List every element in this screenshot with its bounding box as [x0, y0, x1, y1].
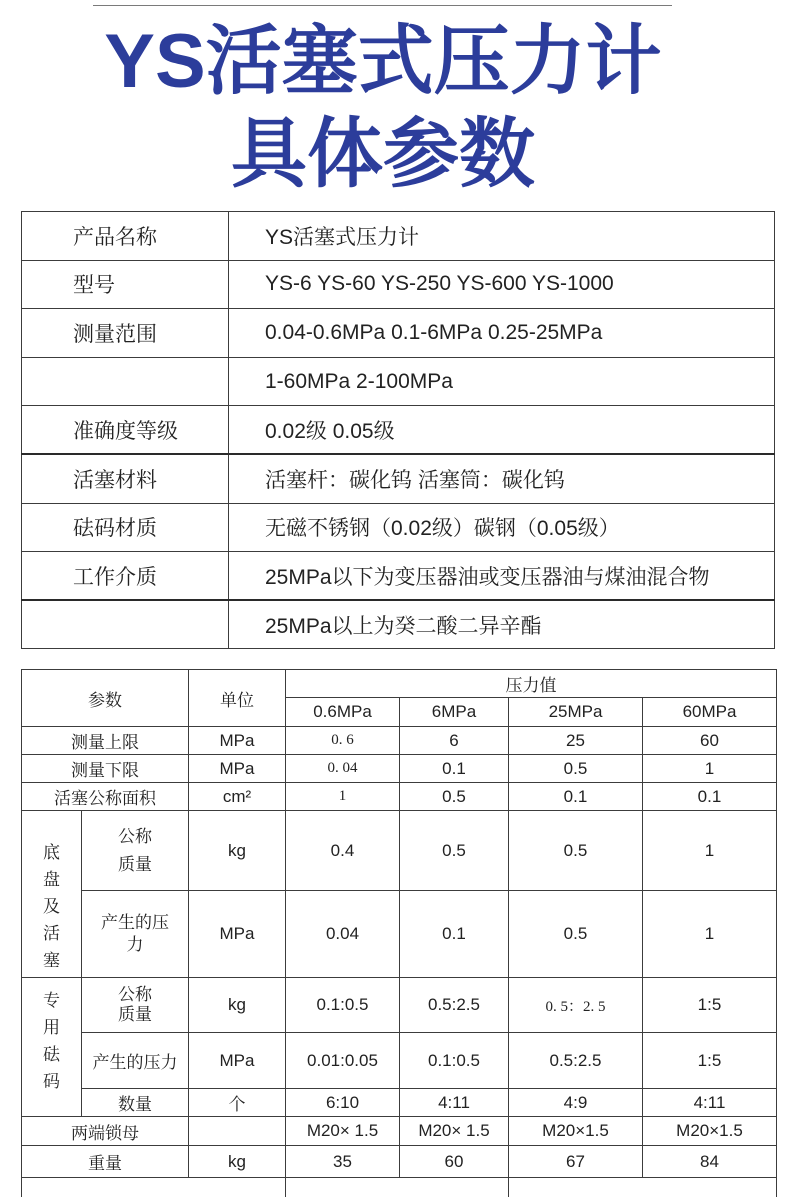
param-row-lock-nuts — [22, 1117, 777, 1146]
unit-cell: MPa — [189, 727, 286, 755]
value-cell: 1 — [643, 811, 777, 891]
value-cell: 0.1 — [643, 783, 777, 811]
range-header: 25MPa — [509, 698, 643, 727]
value-cell: 0. 5：2. 5 — [509, 978, 643, 1033]
group-label-base-and-piston — [22, 811, 82, 978]
spec-row-working-medium — [22, 552, 775, 601]
range-header: 6MPa — [400, 698, 509, 727]
unit-cell: kg — [189, 1146, 286, 1178]
param-sublabel: 产生的压 力 — [82, 891, 189, 978]
value-cell: 67 — [509, 1146, 643, 1178]
param-label: 测量下限 — [22, 755, 189, 783]
param-sublabel: 数量 — [82, 1089, 189, 1117]
value-cell: 60 — [643, 727, 777, 755]
param-label: 两端锁母 — [22, 1117, 189, 1146]
value-cell: 4:9 — [509, 1089, 643, 1117]
value-cell: 1 — [643, 891, 777, 978]
spec-row-working-medium-cont — [22, 600, 775, 649]
spec-label-model: 型号 — [22, 260, 229, 309]
spec-label-accuracy-class: 准确度等级 — [22, 406, 229, 455]
group-label-dedicated-weights — [22, 978, 82, 1117]
unit-cell: 个 — [189, 1089, 286, 1117]
param-header-pressure-value: 压力值 — [286, 670, 777, 698]
param-row-weights-generated-pressure — [22, 1033, 777, 1089]
param-label: 重量 — [22, 1146, 189, 1178]
empty-cell — [22, 1178, 286, 1197]
param-header-row — [22, 670, 777, 698]
spec-label-measuring-range: 测量范围 — [22, 309, 229, 358]
value-cell: 0.04 — [286, 891, 400, 978]
spec-row-product-name — [22, 212, 775, 261]
spec-value-piston-material: 活塞杆：碳化钨 活塞筒：碳化钨 — [229, 454, 775, 503]
value-cell: 4:11 — [643, 1089, 777, 1117]
param-header-param: 参数 — [22, 670, 189, 727]
spec-row-model — [22, 260, 775, 309]
value-cell: 4:11 — [400, 1089, 509, 1117]
value-cell: 0.5:2.5 — [509, 1033, 643, 1089]
value-cell: M20×1.5 — [509, 1117, 643, 1146]
spec-value-accuracy-class: 0.02级 0.05级 — [229, 406, 775, 455]
page-subtitle: 具体参数 — [231, 112, 535, 197]
value-cell: M20×1.5 — [643, 1117, 777, 1146]
spec-label-working-medium: 工作介质 — [22, 552, 229, 601]
spec-label-piston-material: 活塞材料 — [22, 454, 229, 503]
value-cell: 0.1 — [400, 891, 509, 978]
value-cell: 0.5 — [400, 783, 509, 811]
param-row-base-nominal-mass — [22, 811, 777, 891]
unit-cell: kg — [189, 811, 286, 891]
value-cell: 84 — [643, 1146, 777, 1178]
spec-label-empty — [22, 600, 229, 649]
spec-value-model: YS-6 YS-60 YS-250 YS-600 YS-1000 — [229, 260, 775, 309]
unit-cell: MPa — [189, 1033, 286, 1089]
spec-value-measuring-range: 0.04-0.6MPa 0.1-6MPa 0.25-25MPa — [229, 309, 775, 358]
value-cell: 1 — [643, 755, 777, 783]
value-cell: 0.1 — [400, 755, 509, 783]
value-cell: M20× 1.5 — [400, 1117, 509, 1146]
param-sublabel: 公称 质量 — [82, 811, 189, 891]
value-cell: 0.1:0.5 — [286, 978, 400, 1033]
page-title: YS活塞式压力计 — [104, 19, 662, 104]
spec-table — [21, 211, 775, 649]
group-label-text: 底盘及活塞 — [43, 842, 60, 970]
unit-cell: MPa — [189, 891, 286, 978]
value-cell: 0.1 — [509, 783, 643, 811]
range-header: 0.6MPa — [286, 698, 400, 727]
value-cell: 0.5 — [509, 755, 643, 783]
spec-label-product-name: 产品名称 — [22, 212, 229, 261]
spec-row-piston-material — [22, 454, 775, 503]
spec-value-measuring-range-cont: 1-60MPa 2-100MPa — [229, 357, 775, 406]
empty-cell — [286, 1178, 509, 1197]
value-cell: 0. 04 — [286, 755, 400, 783]
value-cell: 6:10 — [286, 1089, 400, 1117]
spec-row-measuring-range — [22, 309, 775, 358]
spec-label-weight-material: 砝码材质 — [22, 503, 229, 552]
top-divider — [93, 5, 672, 6]
empty-cell — [509, 1178, 777, 1197]
param-label: 活塞公称面积 — [22, 783, 189, 811]
unit-cell: MPa — [189, 755, 286, 783]
value-cell: 0.5 — [509, 891, 643, 978]
value-cell: 6 — [400, 727, 509, 755]
param-sublabel: 公称 质量 — [82, 978, 189, 1033]
unit-cell — [189, 1117, 286, 1146]
param-row-weights-nominal-mass — [22, 978, 777, 1033]
value-cell: 0.5:2.5 — [400, 978, 509, 1033]
spec-value-working-medium-cont: 25MPa以上为癸二酸二异辛酯 — [229, 600, 775, 649]
param-table — [21, 669, 777, 1197]
unit-cell: kg — [189, 978, 286, 1033]
spec-label-empty — [22, 357, 229, 406]
spec-row-weight-material — [22, 503, 775, 552]
param-row-weight — [22, 1146, 777, 1178]
param-sublabel: 产生的压力 — [82, 1033, 189, 1089]
unit-cell: cm² — [189, 783, 286, 811]
value-cell: 0. 6 — [286, 727, 400, 755]
param-row-lower-limit — [22, 755, 777, 783]
value-cell: 25 — [509, 727, 643, 755]
param-row-weights-quantity — [22, 1089, 777, 1117]
value-cell: 1 — [286, 783, 400, 811]
spec-value-working-medium: 25MPa以下为变压器油或变压器油与煤油混合物 — [229, 552, 775, 601]
param-row-partial — [22, 1178, 777, 1197]
value-cell: 0.1:0.5 — [400, 1033, 509, 1089]
value-cell: 0.4 — [286, 811, 400, 891]
spec-row-measuring-range-cont — [22, 357, 775, 406]
spec-value-weight-material: 无磁不锈钢（0.02级）碳钢（0.05级） — [229, 503, 775, 552]
group-label-text: 专用砝码 — [43, 991, 60, 1091]
param-row-upper-limit — [22, 727, 777, 755]
value-cell: 60 — [400, 1146, 509, 1178]
value-cell: 0.5 — [509, 811, 643, 891]
value-cell: 0.01:0.05 — [286, 1033, 400, 1089]
value-cell: 0.5 — [400, 811, 509, 891]
value-cell: 1:5 — [643, 978, 777, 1033]
param-header-unit: 单位 — [189, 670, 286, 727]
param-row-piston-area — [22, 783, 777, 811]
spec-value-product-name: YS活塞式压力计 — [229, 212, 775, 261]
value-cell: 35 — [286, 1146, 400, 1178]
param-label: 测量上限 — [22, 727, 189, 755]
value-cell: 1:5 — [643, 1033, 777, 1089]
value-cell: M20× 1.5 — [286, 1117, 400, 1146]
range-header: 60MPa — [643, 698, 777, 727]
spec-row-accuracy-class — [22, 406, 775, 455]
param-row-base-generated-pressure — [22, 891, 777, 978]
